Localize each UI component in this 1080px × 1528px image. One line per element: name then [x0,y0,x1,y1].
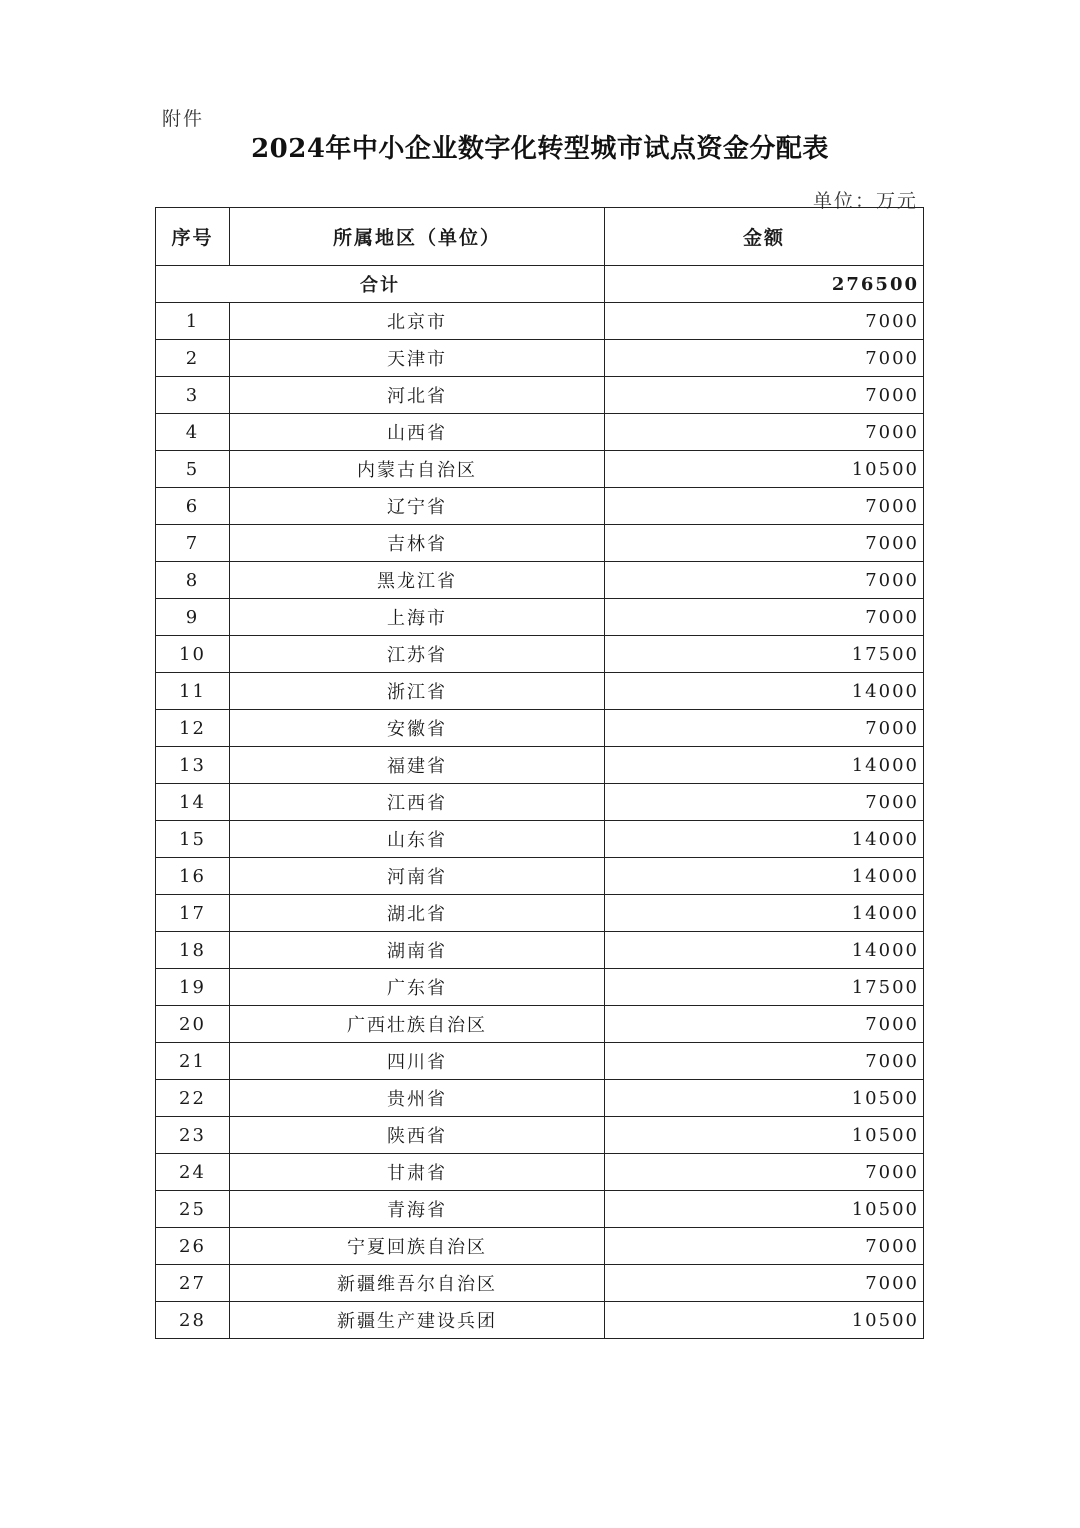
table-row [156,895,924,932]
table-row [156,1080,924,1117]
row-amount: 10500 [605,1080,924,1117]
row-seq: 4 [156,414,230,451]
row-region: 内蒙古自治区 [230,451,605,488]
table-row [156,525,924,562]
row-amount: 7000 [605,377,924,414]
row-seq: 21 [156,1043,230,1080]
row-region: 广东省 [230,969,605,1006]
row-seq: 24 [156,1154,230,1191]
row-amount: 10500 [605,1191,924,1228]
row-seq: 23 [156,1117,230,1154]
row-region: 辽宁省 [230,488,605,525]
row-amount: 7000 [605,562,924,599]
row-amount: 7000 [605,1265,924,1302]
row-seq: 27 [156,1265,230,1302]
row-seq: 19 [156,969,230,1006]
total-row [156,266,924,303]
row-amount: 14000 [605,673,924,710]
attachment-label: 附件 [162,108,205,130]
row-amount: 7000 [605,1228,924,1265]
unit-label: 单位：万元 [812,190,918,212]
row-seq: 2 [156,340,230,377]
row-region: 湖南省 [230,932,605,969]
row-amount: 10500 [605,451,924,488]
row-seq: 14 [156,784,230,821]
row-seq: 9 [156,599,230,636]
row-region: 广西壮族自治区 [230,1006,605,1043]
row-region: 天津市 [230,340,605,377]
header-region: 所属地区（单位） [230,208,605,266]
row-seq: 18 [156,932,230,969]
table-row [156,562,924,599]
table-row [156,1117,924,1154]
table-row [156,636,924,673]
row-amount: 7000 [605,710,924,747]
row-region: 四川省 [230,1043,605,1080]
row-region: 北京市 [230,303,605,340]
row-amount: 14000 [605,821,924,858]
row-region: 宁夏回族自治区 [230,1228,605,1265]
row-amount: 17500 [605,969,924,1006]
row-amount: 7000 [605,488,924,525]
row-region: 江西省 [230,784,605,821]
row-region: 山东省 [230,821,605,858]
allocation-table [155,207,924,1339]
row-region: 河北省 [230,377,605,414]
row-amount: 14000 [605,932,924,969]
table-row [156,303,924,340]
table-row [156,1265,924,1302]
row-region: 浙江省 [230,673,605,710]
row-amount: 7000 [605,303,924,340]
row-amount: 14000 [605,858,924,895]
row-amount: 10500 [605,1117,924,1154]
row-region: 新疆生产建设兵团 [230,1302,605,1339]
row-region: 安徽省 [230,710,605,747]
row-seq: 28 [156,1302,230,1339]
table-row [156,747,924,784]
row-seq: 7 [156,525,230,562]
row-seq: 16 [156,858,230,895]
row-region: 甘肃省 [230,1154,605,1191]
row-seq: 13 [156,747,230,784]
row-amount: 7000 [605,414,924,451]
row-region: 黑龙江省 [230,562,605,599]
row-amount: 7000 [605,599,924,636]
table-row [156,599,924,636]
row-region: 贵州省 [230,1080,605,1117]
header-seq: 序号 [156,208,230,266]
row-seq: 17 [156,895,230,932]
row-seq: 8 [156,562,230,599]
row-amount: 17500 [605,636,924,673]
row-seq: 10 [156,636,230,673]
row-seq: 12 [156,710,230,747]
row-seq: 6 [156,488,230,525]
row-amount: 14000 [605,895,924,932]
row-amount: 7000 [605,1154,924,1191]
row-region: 福建省 [230,747,605,784]
header-amount: 金额 [605,208,924,266]
row-region: 河南省 [230,858,605,895]
row-seq: 11 [156,673,230,710]
row-seq: 1 [156,303,230,340]
table-row [156,821,924,858]
row-region: 湖北省 [230,895,605,932]
row-region: 江苏省 [230,636,605,673]
table-body [156,266,924,1339]
row-amount: 7000 [605,784,924,821]
table-row [156,340,924,377]
table-row [156,1043,924,1080]
table-row [156,1228,924,1265]
document-title: 2024年中小企业数字化转型城市试点资金分配表 [251,134,829,164]
table-row [156,1154,924,1191]
table-row [156,1006,924,1043]
table-row [156,784,924,821]
table-row [156,932,924,969]
table-header [156,208,924,266]
table-row [156,488,924,525]
row-seq: 3 [156,377,230,414]
table-row [156,1302,924,1339]
row-region: 陕西省 [230,1117,605,1154]
row-amount: 7000 [605,340,924,377]
row-amount: 7000 [605,525,924,562]
row-amount: 10500 [605,1302,924,1339]
row-seq: 25 [156,1191,230,1228]
row-region: 新疆维吾尔自治区 [230,1265,605,1302]
table-row [156,858,924,895]
table-row [156,673,924,710]
header-row [156,208,924,266]
table-row [156,377,924,414]
row-region: 吉林省 [230,525,605,562]
table-row [156,414,924,451]
row-seq: 20 [156,1006,230,1043]
table-row [156,451,924,488]
table-row [156,710,924,747]
total-label: 合计 [156,266,605,303]
row-seq: 5 [156,451,230,488]
row-amount: 14000 [605,747,924,784]
table-row [156,969,924,1006]
row-seq: 22 [156,1080,230,1117]
row-region: 青海省 [230,1191,605,1228]
row-region: 上海市 [230,599,605,636]
total-amount: 276500 [605,266,924,303]
row-amount: 7000 [605,1006,924,1043]
row-amount: 7000 [605,1043,924,1080]
table-row [156,1191,924,1228]
row-seq: 26 [156,1228,230,1265]
row-seq: 15 [156,821,230,858]
row-region: 山西省 [230,414,605,451]
